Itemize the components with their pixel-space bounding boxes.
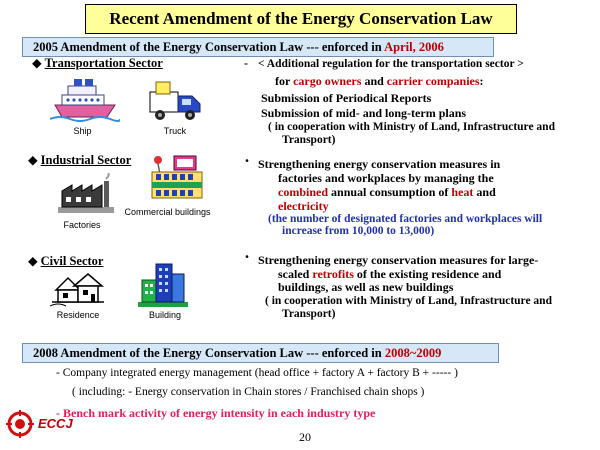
industrial-line1: Strengthening energy conservation measures in — [258, 157, 501, 171]
bottom-line1: - Company integrated energy management (head office + factory A + factory B + ----- ) — [56, 367, 458, 379]
industrial-heading — [28, 152, 131, 168]
factories-caption: Factories — [63, 220, 101, 230]
civil-heading — [28, 253, 103, 269]
diamond-bullet-icon: ◆ — [28, 254, 38, 268]
electricity-word: electricity — [278, 199, 329, 213]
diamond-bullet-icon: ◆ — [28, 153, 38, 167]
residence-caption: Residence — [56, 310, 100, 320]
bottom-line2: ( including: - Energy conservation in Chain stores / Franchised chain shops ) — [72, 386, 425, 398]
diamond-bullet-icon: ◆ — [32, 56, 42, 70]
eccj-logo-text: ECCJ — [38, 416, 73, 431]
commercial-building-icon — [148, 152, 204, 202]
civil-line1: Strengthening energy conservation measures for large- — [258, 253, 539, 267]
building-caption: Building — [148, 310, 182, 320]
industrial-note-line2: increase from 10,000 to 13,000) — [282, 225, 435, 237]
transport-heading-label: Transportation Sector — [44, 56, 163, 70]
industrial-bullet: ･ — [244, 154, 251, 168]
carrier-companies: carrier companies — [386, 74, 480, 88]
band-2005-text: 2005 Amendment of the Energy Conservation Law --- enforced in — [33, 40, 385, 54]
transport-line1: < Additional regulation for the transportation sector > — [258, 58, 524, 70]
industrial-line3-d: and — [473, 185, 496, 199]
transport-line3: Submission of Periodical Reports — [261, 91, 432, 105]
transport-line2-a: for — [275, 74, 294, 88]
page-number: 20 — [299, 430, 311, 444]
civil-line2 — [278, 267, 501, 281]
band-2005 — [22, 37, 494, 57]
industrial-line3-b: annual consumption of — [328, 185, 452, 199]
transport-line5: ( in cooperation with Ministry of Land, Infrastructure and — [268, 121, 555, 133]
transport-line2-e: : — [479, 74, 484, 88]
commercial-caption: Commercial buildings — [124, 207, 211, 217]
industrial-note-line1: (the number of designated factories and workplaces will — [268, 213, 543, 225]
cargo-owners: cargo owners — [293, 74, 362, 88]
retrofits-word: retrofits — [312, 267, 354, 281]
civil-heading-label: Civil Sector — [40, 254, 104, 268]
transport-line2-c: and — [361, 74, 387, 88]
civil-line3: buildings, as well as new buildings — [278, 280, 454, 294]
civil-line4: ( in cooperation with Ministry of Land, Infrastructure and — [265, 295, 552, 307]
civil-bullet: ･ — [244, 250, 251, 264]
transport-dash: - — [244, 56, 248, 70]
factory-icon — [58, 173, 114, 215]
truck-icon — [148, 78, 206, 124]
industrial-heading-label: Industrial Sector — [40, 153, 132, 167]
band-2008-date: 2008~2009 — [384, 346, 442, 360]
truck-caption: Truck — [163, 126, 187, 136]
transport-heading — [32, 55, 163, 71]
page-title: Recent Amendment of the Energy Conservation Law — [85, 4, 517, 34]
civil-line5: Transport) — [282, 308, 336, 320]
transport-line4: Submission of mid- and long-term plans — [261, 106, 467, 120]
transport-line6: Transport) — [282, 134, 336, 146]
residence-icon — [50, 272, 106, 308]
civil-line2-c: of the existing residence and — [353, 267, 502, 281]
band-2008-text: 2008 Amendment of the Energy Conservation Law --- enforced in — [33, 346, 385, 360]
industrial-line2: factories and workplaces by managing the — [278, 171, 494, 185]
band-2008 — [22, 343, 499, 363]
heat-word: heat — [451, 185, 474, 199]
ship-icon — [50, 75, 120, 125]
bottom-line3: - Bench mark activity of energy intensity in each industry type — [56, 406, 376, 420]
band-2005-date: April, 2006 — [384, 40, 444, 54]
transport-line2 — [275, 74, 484, 88]
eccj-logo-icon — [6, 410, 34, 438]
civil-line2-a: scaled — [278, 267, 313, 281]
industrial-line3 — [278, 185, 496, 199]
combined-word: combined — [278, 185, 329, 199]
building-icon — [138, 262, 188, 308]
ship-caption: Ship — [73, 126, 92, 136]
